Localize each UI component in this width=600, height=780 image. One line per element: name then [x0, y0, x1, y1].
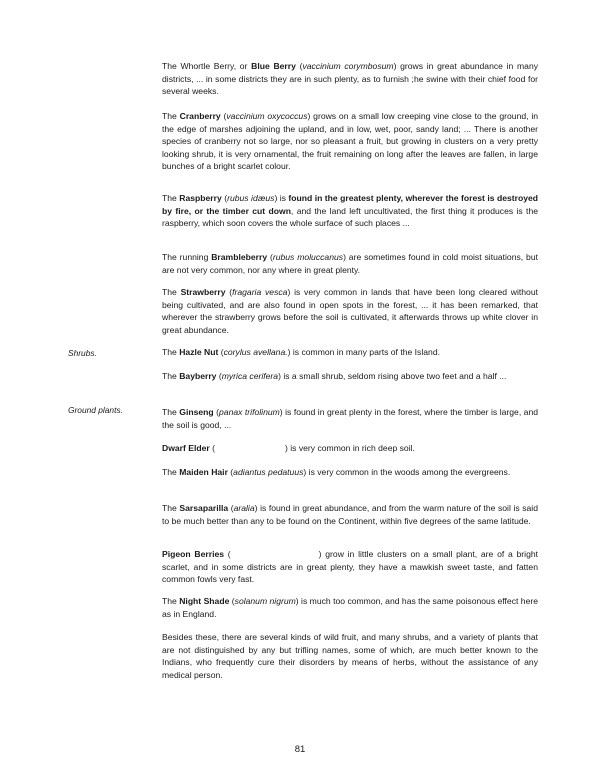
text: The: [162, 467, 180, 477]
text: (: [267, 252, 273, 262]
paragraph-maiden-hair: [162, 466, 538, 479]
emphasis-text: found in the greatest plenty, wherever the forest is destroyed by fire, or the timber cut down: [162, 193, 539, 216]
latin-name: fragaria vesca: [232, 287, 288, 297]
text: (: [295, 61, 303, 71]
text: ) is found in great plenty in the forest, where the timber is large, and the soil is good, ...: [162, 407, 539, 430]
text: ) is much too common, and has the same poisonous effect here as in England.: [162, 596, 538, 619]
text: (: [221, 193, 228, 203]
plant-name: Night Shade: [179, 596, 230, 606]
latin-name: myrica cerifera: [221, 371, 279, 381]
text: The: [162, 596, 180, 606]
page-number: 81: [294, 744, 306, 755]
latin-name: vaccinium corymbosum: [302, 61, 394, 71]
paragraph-brambleberry: [162, 251, 538, 276]
latin-name: panax trifolinum: [219, 407, 280, 417]
paragraph-whortle-berry: [162, 60, 538, 98]
text: ) grows on a small low creeping vine close to the ground, in the edge of marshes adjoining the upland, and in low, wet, poor, sandy land; ... There is another species of cranberry not so large, nor so pleasant a fruit, but growing in clusters on a very pretty looking shrub, it is very ornamental, the fruit remaining on long after the leaves are fallen, in large bunches of a bright scarlet colour.: [162, 111, 539, 172]
text: (: [229, 596, 235, 606]
latin-name: solanum nigrum: [234, 596, 296, 606]
paragraph-hazle-nut: [162, 346, 538, 359]
text: The: [162, 347, 180, 357]
text: , and the land left uncultivated, the first thing it produces is the raspberry, which soon covers the whole surface of such places ...: [162, 205, 538, 229]
paragraph-bayberry: [162, 370, 538, 383]
latin-name: aralia: [233, 503, 255, 513]
text: (: [218, 347, 224, 357]
text: The: [162, 371, 180, 381]
paragraph-sarsaparilla: [162, 502, 538, 527]
plant-name: Pigeon Berries: [162, 549, 225, 559]
plant-name: Blue Berry: [251, 61, 296, 71]
text: ) is found in great abundance, and from the warm nature of the soil is said to be much better than any to be found on the Continent, within five degrees of the same latitude.: [162, 503, 538, 526]
paragraph-night-shade: [162, 595, 538, 620]
text: ) are sometimes found in cold moist situations, but are not very common, nor any where in great plenty.: [162, 252, 538, 275]
latin-name: corylus avellana.: [223, 347, 288, 357]
text: The running: [162, 252, 212, 262]
plant-name: Maiden Hair: [179, 467, 228, 477]
text: (: [209, 443, 216, 453]
margin-note-ground-plants: Ground plants.: [68, 405, 123, 415]
paragraph-raspberry: [162, 192, 538, 230]
text: (: [216, 371, 222, 381]
text: ) is common in many parts of the Island.: [287, 347, 440, 357]
text: ) grow in little clusters on a small plant, are of a bright scarlet, and in some districts are in great plenty, they have a mawkish sweet taste, and fatten common fowls very fast.: [162, 549, 539, 585]
latin-name: adiantus pedatuus: [233, 467, 304, 477]
text: The: [162, 193, 180, 203]
text: The: [162, 407, 180, 417]
paragraph-cranberry: [162, 110, 538, 173]
paragraph-ginseng: [162, 406, 538, 431]
latin-name: rubus moluccanus: [272, 252, 344, 262]
text: (: [224, 549, 231, 559]
text: (: [228, 503, 234, 513]
plant-name: Ginseng: [179, 407, 214, 417]
text: ) is very common in the woods among the evergreens.: [303, 467, 511, 477]
text: ) grows in great abundance in many districts, ... in some districts they are in such plenty, as to furnish ;he swine with their chief food for several weeks.: [162, 61, 539, 97]
text: ) is very common in lands that have been long cleared without being cultivated, and are also found in open spots in the forest, ... it has been remarked, that wherever the strawberry grows before the soil is cultivated, it afterwards throws up white clover in great abundance.: [162, 287, 538, 335]
margin-note-shrubs: Shrubs.: [68, 348, 97, 358]
text: (: [213, 407, 220, 417]
plant-name: Brambleberry: [211, 252, 268, 262]
plant-name: Dwarf Elder: [162, 443, 210, 453]
text: ) is very common in rich deep soil.: [285, 443, 415, 453]
plant-name: Sarsaparilla: [179, 503, 229, 513]
plant-name: Bayberry: [179, 371, 217, 381]
plant-name: Hazle Nut: [179, 347, 219, 357]
text: ) is a small shrub, seldom rising above two feet and a half ...: [278, 371, 507, 381]
text: (: [225, 287, 233, 297]
text: The Whortle Berry, or: [162, 61, 252, 71]
paragraph-strawberry: [162, 286, 538, 336]
plant-name: Raspberry: [179, 193, 222, 203]
text: (: [220, 111, 227, 121]
text: The: [162, 111, 180, 121]
text: ) is: [274, 193, 289, 203]
text: The: [162, 287, 181, 297]
text: (: [227, 467, 234, 477]
paragraph-besides: Besides these, there are several kinds of wild fruit, and many shrubs, and a variety of plants that are not distinguished by any but trifling names, some of which, are much better known to the Indians, who frequently cure their disorders by means of herbs, without the assistance of any medical person.: [162, 632, 538, 680]
paragraph-dwarf-elder: [162, 442, 538, 455]
latin-name: vaccinium oxycoccus: [226, 111, 308, 121]
paragraph-pigeon-berries: [162, 548, 538, 586]
latin-name: rubus idæus: [227, 193, 275, 203]
plant-name: Strawberry: [180, 287, 226, 297]
plant-name: Cranberry: [179, 111, 221, 121]
text: The: [162, 503, 180, 513]
